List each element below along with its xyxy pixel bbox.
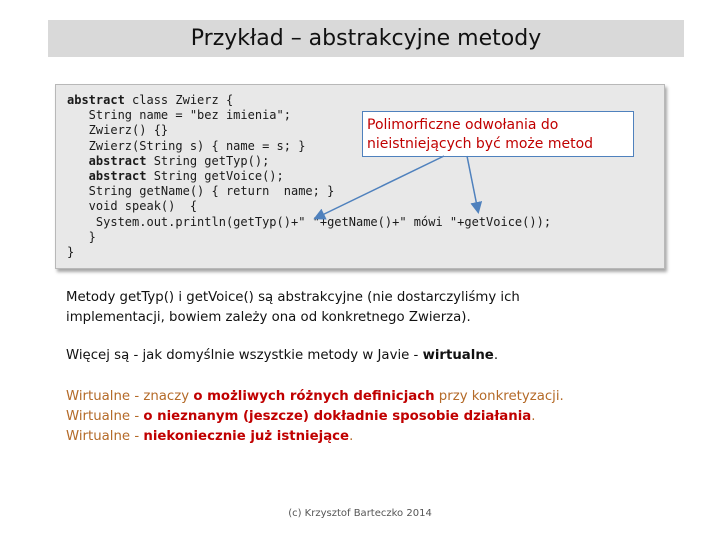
code-text: String name = "bez imienia"; — [67, 108, 291, 123]
arrow-to-getvoice — [467, 156, 478, 211]
code-text: } — [67, 245, 75, 260]
meaning-line — [66, 387, 666, 407]
code-text: void speak() { — [67, 199, 198, 214]
meaning-suffix: . — [349, 429, 354, 444]
meaning-suffix: przy konkretyzacji. — [434, 389, 564, 404]
code-text: String getTyp(); — [146, 153, 270, 168]
keyword-virtual: wirtualne — [422, 348, 494, 363]
slide-title: Przykład – abstrakcyjne metody — [190, 26, 542, 51]
paragraph-line: Metody getTyp() i getVoice() są abstrakcyjne (nie dostarczyliśmy ich — [66, 290, 520, 305]
arrow-to-getname — [316, 156, 444, 218]
meaning-emphasis: o nieznanym (jeszcze) dokładnie sposobie działania — [143, 409, 532, 424]
meaning-line — [66, 427, 666, 447]
code-text: } — [67, 229, 96, 244]
meaning-suffix: . — [531, 409, 536, 424]
code-keyword: abstract — [67, 93, 125, 107]
paragraph-virtual-meanings — [66, 387, 666, 447]
meaning-emphasis: niekoniecznie już istniejące — [143, 429, 350, 444]
meaning-prefix: Wirtualne - — [66, 409, 144, 424]
meaning-line — [66, 407, 666, 427]
code-text: String getVoice(); — [146, 169, 284, 184]
code-text: System.out.println(getTyp()+" "+getName()+" mówi "+getVoice()); — [67, 214, 552, 229]
meaning-prefix: Wirtualne - znaczy — [66, 389, 194, 404]
code-keyword: abstract — [67, 169, 147, 184]
meaning-emphasis: o możliwych różnych definicjach — [193, 389, 435, 404]
code-text: Zwierz(String s) { name = s; } — [67, 138, 306, 153]
code-text: String getName() { return name; } — [67, 184, 335, 199]
meaning-prefix: Wirtualne - — [66, 429, 144, 444]
code-keyword: abstract — [67, 153, 147, 168]
paragraph-text: Więcej są - jak domyślnie wszystkie metody w Javie - — [66, 348, 423, 363]
paragraph-line: implementacji, bowiem zależy ona od konkretnego Zwierza). — [66, 310, 471, 325]
paragraph-virtual — [66, 346, 666, 366]
paragraph-text: . — [493, 348, 499, 363]
code-text: Zwierz() {} — [67, 123, 169, 138]
callout-text: Polimorficzne odwołania do nieistniejących być może metod — [367, 117, 594, 152]
paragraph-abstract-methods — [66, 288, 666, 328]
code-text: class Zwierz { — [124, 93, 234, 107]
footer-copyright: (c) Krzysztof Barteczko 2014 — [288, 508, 432, 519]
